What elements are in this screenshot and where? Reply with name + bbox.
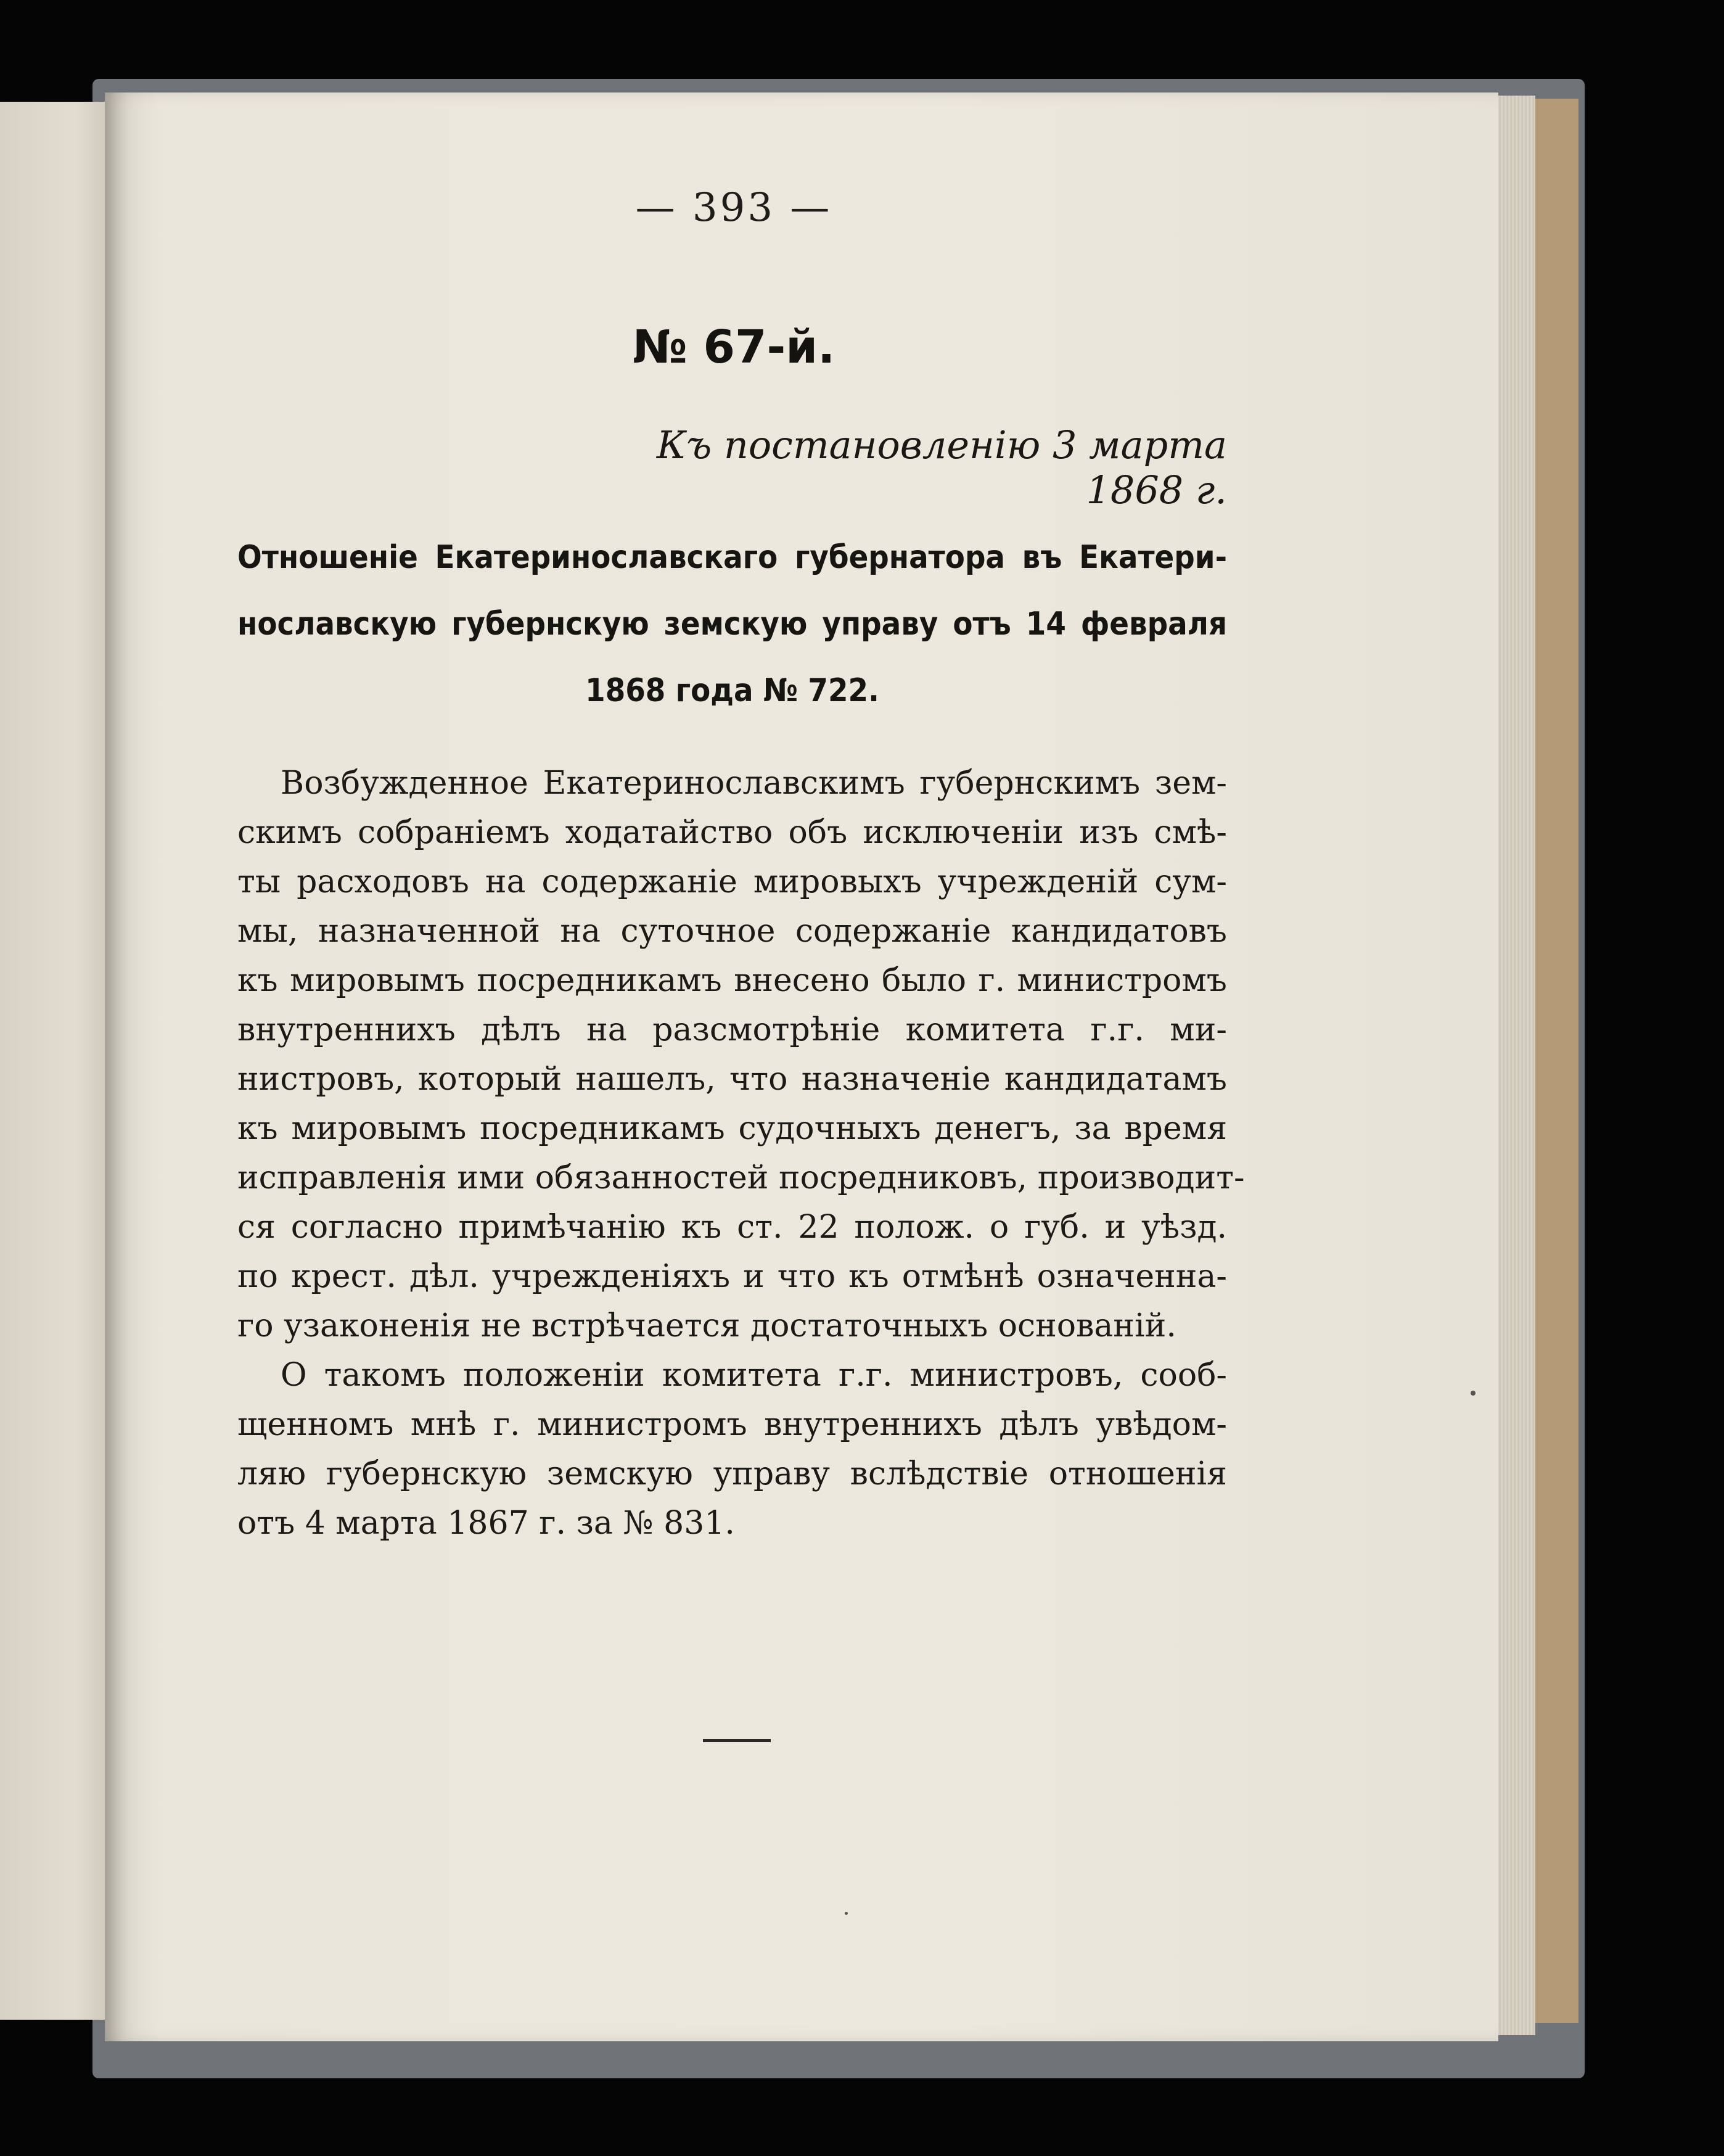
paragraph-2-line: О такомъ положеніи комитета г.г. министровъ, сооб- <box>281 1357 1227 1394</box>
paragraph-1-line: къ мировымъ посредникамъ судочныхъ денегъ, за время <box>237 1110 1227 1147</box>
paragraph-1-line: ся согласно примѣчанію къ ст. 22 полож. о губ. и уѣзд. <box>237 1209 1227 1246</box>
paragraph-2-line: ляю губернскую земскую управу вслѣдствіе отношенія <box>237 1455 1227 1492</box>
paragraph-1-line: исправленія ими обязанностей посредниковъ, производит- <box>237 1159 1245 1196</box>
paragraph-1-line: къ мировымъ посредникамъ внесено было г. министромъ <box>237 962 1227 999</box>
heading-line: нославскую губернскую земскую управу отъ 14 февраля <box>237 606 1227 643</box>
paragraph-1-line: по крест. дѣл. учрежденіяхъ и что къ отмѣнѣ означенна- <box>237 1258 1227 1295</box>
paragraph-1-line: внутреннихъ дѣлъ на разсмотрѣніе комитета г.г. ми- <box>237 1011 1227 1048</box>
document-heading <box>237 524 1227 724</box>
paragraph-1-line: ты расходовъ на содержаніе мировыхъ учрежденій сум- <box>237 863 1227 900</box>
paragraph-1-line: скимъ собраніемъ ходатайство объ исключеніи изъ смѣ- <box>237 814 1227 851</box>
paragraph-1-line: го узаконенія не встрѣчается достаточныхъ основаній. <box>237 1307 1176 1344</box>
paragraph-2-line: отъ 4 марта 1867 г. за № 831. <box>237 1505 735 1542</box>
reference-line: Къ постановленію 3 марта 1868 г. <box>656 422 1227 512</box>
paragraph-1-line: мы, назначенной на суточное содержаніе кандидатовъ <box>237 913 1227 950</box>
page-number: — 393 — <box>635 185 832 231</box>
paragraph-2-line: щенномъ мнѣ г. министромъ внутреннихъ дѣлъ увѣдом- <box>237 1406 1227 1443</box>
paper-speck <box>845 1912 848 1915</box>
paragraph-1-line: нистровъ, который нашелъ, что назначеніе кандидатамъ <box>237 1061 1227 1098</box>
heading-line: Отношеніе Екатеринославскаго губернатора въ Екатери- <box>237 539 1227 576</box>
paragraph-1-line: Возбужденное Екатеринославскимъ губернскимъ зем- <box>281 765 1227 802</box>
body-text <box>237 759 1245 1548</box>
heading-line: 1868 года № 722. <box>585 672 879 709</box>
closing-rule <box>703 1739 771 1742</box>
paper-speck <box>1471 1391 1476 1396</box>
document-number: № 67-й. <box>632 321 835 374</box>
